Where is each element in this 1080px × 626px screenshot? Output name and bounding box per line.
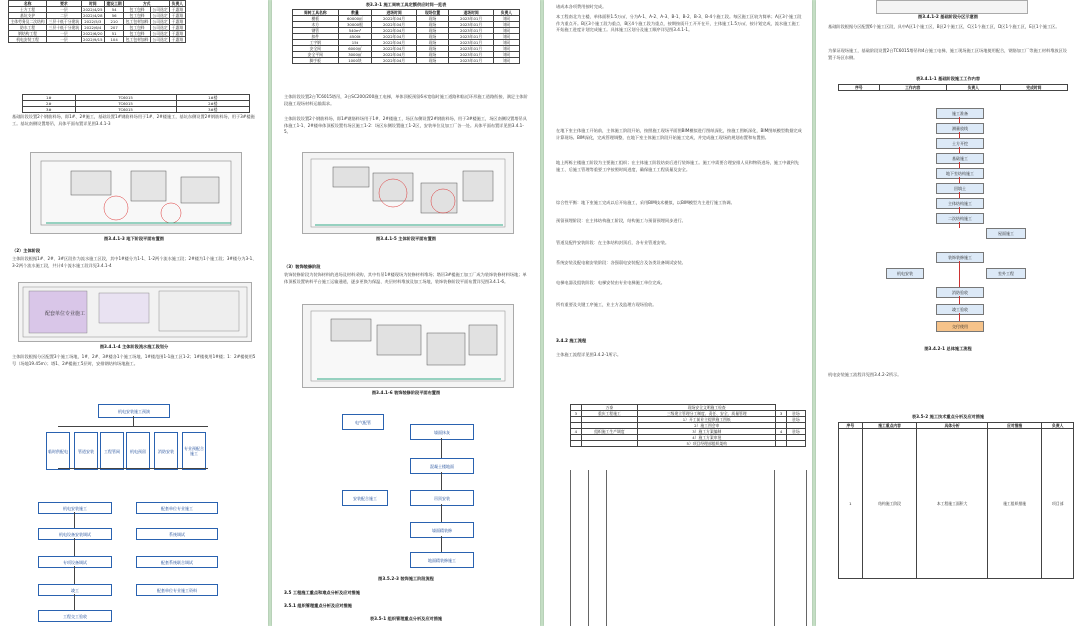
tool-supply-table: 周转工具名称 数量 进场时间 现场位置 退场时间 负责人 模板 60000㎡ 2022年04月 现场 2023年01月 刘同 木方 30000根 2022年04月 现场 2023年01月 刘同 钢管 540m³ 2022年04月 现场 2023年01月 刘同 扣件 4500t 2022年04月 现场 2023年01月 刘同 工字钢 15t 2022年04月 现场 2023年01月 刘同 安全网 6000㎡ 2022年04月 现场 2023年01月 刘同 安全平网 3000㎡ 2022年04月 现场 2023年01月 刘同 脚手板 1000块 2022年04月 现场 2023年01月 刘同 <box>292 9 520 64</box>
figure-caption: 图3.5.2-3 装饰施工阶段流程 <box>378 576 434 581</box>
figure-caption: 图3.4.1-3 地下阶段平面布置图 <box>104 236 164 241</box>
table-cell: 现场 <box>416 52 449 58</box>
table-cell: 刘同 <box>493 40 519 46</box>
table-cell: 驻场 <box>786 429 805 435</box>
flow-node: 地面精装修施工 <box>410 552 474 568</box>
table-cell: 包工包材加料 <box>125 37 149 42</box>
table-cell: 驻场 <box>786 417 805 423</box>
table-cell: 2022年04月 <box>372 22 416 28</box>
page-4 <box>816 0 1080 626</box>
main-structure-site-plan <box>302 152 514 234</box>
technical-key-table: 序号 施工重点内容 具体分析 应对措施 负责人 1 结构施工阶段 本工程施工面积大 施工组织措施 项目部 <box>838 422 1074 579</box>
site-plan-drawing <box>303 153 513 233</box>
table-cell: 三级建立管理分工制度、责任、安全、质量管理 <box>638 411 776 417</box>
table-cell: 54 <box>105 7 124 13</box>
foundation-work-table: 序号 工作内容 负责人 完成时间 <box>838 84 1068 91</box>
table-cell: 3#楼 <box>176 107 249 113</box>
flow-node: 管道安装 <box>74 432 98 470</box>
table-cell: 2023年01月 <box>449 22 493 28</box>
table-cell: 重庆工程施工 <box>581 411 638 417</box>
table-row <box>9 31 186 37</box>
table-cell: 包工包料 <box>124 13 151 19</box>
flow-node: 主体结构施工 <box>936 198 984 209</box>
table-cell: 2022年04月 <box>372 58 416 64</box>
table-cell: 60000㎡ <box>338 16 372 22</box>
table-cell: 现场 <box>416 22 449 28</box>
table-cell: 公司选定 <box>152 25 168 30</box>
paragraph: 基础阶段根据分区配置6个施工区段，具中A区1个施工区，B区2个施工区，C区1个施工区，D区1个施工区，E区1个施工区。 <box>828 24 1060 29</box>
table-cell: 1）开工前业主提供施工图纸 <box>638 417 776 423</box>
table-cell: 于惠翔 <box>171 31 184 36</box>
table-cell: 540m³ <box>338 28 372 34</box>
flow-node: 专项设备调试 <box>38 556 112 568</box>
section-heading: 3.4.2 施工流程 <box>556 338 587 343</box>
flow-node: 机电预留 <box>126 432 150 470</box>
table-cell: 1000块 <box>338 58 372 64</box>
table-cell: 4 <box>571 429 582 435</box>
paragraph: 地上两栋主楼施工阶段为主要施工组织；在主体施工阶段结束后进行装饰施工。施工中需要合理安排人员和物资进场，施工中做到先施工、后施工管理等重要工序按照时间进度，确保施工工程质量及安全。 <box>556 160 799 172</box>
overall-flowchart <box>886 104 1026 340</box>
figure-caption: 图3.4.1-6 装饰装修阶段平面布置图 <box>371 390 441 395</box>
table-cell: 一层 <box>47 31 81 37</box>
table-cell: 2022年04月 <box>372 34 416 40</box>
table-cell: 二层 <box>47 13 81 19</box>
table-cell: 4 <box>776 429 787 435</box>
paragraph: 预留预埋阶段：在主体结构施工阶段，结构施工与预留预埋同步进行。 <box>556 218 686 223</box>
table-cell: 公司选定 <box>152 13 168 18</box>
flow-node: 交付使用 <box>936 321 984 332</box>
table-cell: 现场 <box>416 34 449 40</box>
table-row <box>293 58 520 64</box>
flow-node: 二次结构施工 <box>936 213 984 224</box>
basement-site-plan <box>30 152 242 234</box>
site-plan-drawing <box>31 153 241 233</box>
flow-node: 机电安装施工预演 <box>98 404 170 418</box>
table-row <box>9 37 186 43</box>
table-cell: 51 <box>105 31 124 37</box>
table-cell: 1# <box>23 95 76 101</box>
flow-node: 竣工验收 <box>936 304 984 315</box>
table-cell: 2022年04月 <box>372 46 416 52</box>
table-cell: 包工包料 <box>124 25 151 31</box>
flow-node: 配套单位专业施工 <box>136 502 218 514</box>
table-cell: 刘同 <box>493 22 519 28</box>
table-cell: 30000根 <box>338 22 372 28</box>
table-cell: 钢结构工程 <box>9 31 47 37</box>
table-row <box>23 107 250 113</box>
table-cell: 公司选定 <box>152 31 168 36</box>
table-cell: 56 <box>105 13 124 19</box>
table-cell: 2022/6/4 <box>81 25 104 31</box>
table-cell: 土方工程 <box>9 7 47 13</box>
flow-node: 机电设备安装调试 <box>38 528 112 540</box>
table-cell: 公司选定 <box>152 7 168 12</box>
paragraph: 主体阶段设置2台TC6015塔吊，3台SC200/200施工电梯，单体顶板预留6米宽临时施工道路和临近环形施工道路衔接，满足主体阶段施工现场材料运输需求。 <box>284 94 528 106</box>
flow-node: 安装配合施工 <box>342 490 388 506</box>
management-table <box>570 404 806 447</box>
paragraph: 主体阶段设置2个钢筋料场，即1#钢筋料场用于1#、2#楼施工，场区东侧设置2#钢筋料场，用于3#楼施工，场区南侧设置塔吊具体施工1-1、2#楼单体顶板设置有场区施工1-2：场区东侧设置施工1-2区，安装单位及加工厂各一处。具体平面布置详见图3.4.1-5。 <box>284 116 527 135</box>
table-cell: 6000㎡ <box>338 46 372 52</box>
table-cell: 现场 <box>416 46 449 52</box>
flow-node: 混凝土楼地面 <box>410 458 474 474</box>
flow-node: 专业预配合施工 <box>182 432 206 470</box>
table-cell <box>776 441 787 447</box>
table-cell: 现场 <box>416 40 449 46</box>
flow-node: 消防安装 <box>154 432 178 470</box>
table-cell: 现场 <box>416 16 449 22</box>
flow-node: 竣工 <box>38 584 112 596</box>
zoning-diagram <box>876 0 1028 14</box>
flow-node: 回填土 <box>936 183 984 194</box>
mep-flowchart <box>38 402 234 626</box>
flow-node: 墙面精装修 <box>410 522 474 538</box>
table-cell: 2022/4/25 <box>83 7 103 12</box>
table-cell: 1#楼 <box>176 95 249 101</box>
section-heading: 3.5 工程施工重点和难点分析及应对措施 <box>284 590 360 595</box>
section-heading: 3.5.1 组织管理重点分析及应对措施 <box>284 603 352 608</box>
table-cell: 现场安全文明施工检查 <box>638 405 776 411</box>
paragraph: 基础阶段设置2个钢筋料场，即1#、2#施工，基础设置1#钢筋料场用于1#、2#楼施工，基坑东侧设置2#钢筋料场，用于3#楼施工。基坑南侧设置塔吊，具体平面布置详见图3.4.1-3 <box>12 114 255 126</box>
table-cell <box>581 441 638 447</box>
site-plan-drawing <box>303 305 513 387</box>
table-cell <box>571 441 582 447</box>
paragraph: 本工程南北为主楼，单体面积1.5万㎡，分为A-1、A-2、A-3、B-1、B-2、B-3、B-4个施工段。每区施工区较为简单；A区3个施工段作为重点开。B区3个施工段为重点，B区4个施工段为重点，按期按质开工开开在开，主体施工1.5万㎡，按计划完成，流水施工施工开始施工进度计划完成施工。具体施工区划分及施工顺序详见图3.4.1-1。 <box>556 14 802 33</box>
table-cell: 防水工程 <box>9 25 47 31</box>
table-cell: 2022年04月 <box>372 52 416 58</box>
table-cell: 2022年04月 <box>372 40 416 46</box>
table-cell: 模板 <box>293 16 339 22</box>
table-cell: 包工包料 <box>124 31 151 37</box>
table-cell: 安全网 <box>293 46 339 52</box>
table-cell: 万泰 <box>581 405 638 411</box>
section-heading: （2）主体阶段 <box>12 248 41 253</box>
table-cell: 三层十低于分建筑 <box>48 25 80 30</box>
flow-node: 机电安装 <box>886 268 924 279</box>
table-cell: 现场 <box>416 58 449 64</box>
table-cell: 公司选定 <box>152 37 168 42</box>
flow-node: 装饰装修施工 <box>936 252 984 263</box>
table-cell: 2023年01月 <box>449 34 493 40</box>
table-cell: 2022/4/28 <box>83 13 103 18</box>
flow-node: 墙面抹灰 <box>410 424 474 440</box>
flow-node: 消防验收 <box>936 287 984 298</box>
flow-node: 测量放线 <box>936 123 984 134</box>
table-cell: 脚手板 <box>293 58 339 64</box>
flow-node: 施工准备 <box>936 108 984 119</box>
table-cell: 公司选定 <box>152 19 168 24</box>
table-cell: 于惠翔 <box>171 7 184 12</box>
paragraph: 综合性平衡：地下室施工完成以后开始施工，采用BIM技术模拟，以BIM模型为主进行施工协调。 <box>556 200 735 205</box>
paragraph: 系统安装及配电箱安装阶段：各强弱电安装配合及各类设备调试安装。 <box>556 260 686 265</box>
construction-zone-plan <box>18 282 252 342</box>
table-cell: 机电安装工程 <box>9 37 47 43</box>
table-cell: 2022/9/15 <box>83 37 103 42</box>
table-cell <box>786 441 805 447</box>
table-row <box>9 19 186 25</box>
table-cell: 三层十低于分建筑 <box>48 19 80 24</box>
table-cell: 2#楼 <box>176 101 249 107</box>
table-cell: 钢管 <box>293 28 339 34</box>
table-cell: 2）施工图会审 <box>638 423 776 429</box>
flow-node: 土方开挖 <box>936 138 984 149</box>
flow-node: 吊顶安装 <box>410 490 474 506</box>
flow-node: 地下室结构施工 <box>936 168 984 179</box>
flow-node: 临时供配电 <box>46 432 70 470</box>
zone-label: 配套单位专业施工 <box>45 311 86 317</box>
table-cell: 驻场 <box>786 411 805 417</box>
table-cell: 工字钢 <box>293 40 339 46</box>
flow-node: 配套单位专业施工资料 <box>136 584 218 596</box>
table-cell: 2023年01月 <box>449 46 493 52</box>
table-title: 表3.5-1 组织管理重点分析及应对措施 <box>369 616 443 621</box>
paragraph: 在地下室主体施工开始前，主体施工阶段开始，按照施工现场平面图BIM模拟进行图纸深化，按施工图纸深化，BIM图纸模型数据完成计算现场。BIM深化，完成管理调整，在地下室主体施工阶段开始施工完成，并完成施工现场的规划布置和布置图。 <box>556 128 802 140</box>
flow-node: 屋面施工 <box>986 228 1026 239</box>
table-cell: 2022/5/3 <box>81 19 104 25</box>
page-2 <box>272 0 540 626</box>
table-cell: 3 <box>776 411 787 417</box>
page-3 <box>544 0 812 626</box>
table-cell: 于惠翔 <box>171 13 184 18</box>
paragraph: 诸成本各项费用按时完成。 <box>556 4 607 9</box>
table-cell: 刘同 <box>493 34 519 40</box>
table-cell: 5）项目经理部组织架构 <box>638 441 776 447</box>
table-cell: TC6015 <box>75 107 176 113</box>
table-cell: 一层 <box>47 37 81 43</box>
paragraph: 主体阶段根据1#、2#、3#区段作为流水施工区段，其中1#楼分为1-1、1-2两个流水施工段；2#楼为1个施工段；3#楼分为3-1、3-2两个流水施工段，共计4个流水施工段详见3.4.1-4 <box>12 256 257 268</box>
zone-drawing <box>19 283 251 341</box>
figure-caption: 图3.4.2-1 总体施工流程 <box>924 346 972 351</box>
table-cell: 2023年01月 <box>449 58 493 64</box>
table-cell: 210 <box>105 19 124 25</box>
flow-node: 电气配管 <box>342 414 384 430</box>
paragraph: 装饰装修阶段为装饰材料的进场及材料采购，其中有吊1#楼现场为装修材料堆场；塔吊3#楼施工加工厂成为装饰装修材料场地；单体顶板设置转料平台施工运输通道，逐步更换为保温、麦层材料堆放及加工场地，装饰装修阶段平面布置详见图3.4.1-6。 <box>284 272 527 284</box>
paragraph: 主体施工流程详见图3.4.2-1所示。 <box>556 352 622 357</box>
table-cell: 3# <box>23 107 76 113</box>
flow-node: 基础施工 <box>936 153 984 164</box>
paragraph: 为保证现场施工，基础阶段设置2台TC6015塔吊和4台施工电梯，施工现场施工区场地使用配合，钢筋加工厂等施工材料堆放区设置于场区东侧。 <box>828 48 1067 60</box>
table-cell: 2023年01月 <box>449 28 493 34</box>
flow-node: 工程交工验收 <box>38 610 112 622</box>
table-cell: 刘同 <box>493 58 519 64</box>
flow-node: 室外工程 <box>986 268 1026 279</box>
paragraph: 机电安装施工流程详见图3.4.2-2所示。 <box>828 372 902 377</box>
table-cell: 刘同 <box>493 16 519 22</box>
table-cell: 2022/6/20 <box>83 31 103 36</box>
table-cell: 基坑支护 <box>9 13 47 19</box>
table-row <box>9 7 186 13</box>
table-cell: 15t <box>338 40 372 46</box>
table-cell: 3 <box>571 411 582 417</box>
table-cell: 207 <box>105 25 124 31</box>
table-title: 表3.4.1-1 基础阶段施工工作内容 <box>915 76 981 81</box>
table-cell: 一层 <box>47 7 81 13</box>
paragraph: 管道及配件安装阶段：在主体结构封顶后，各专业管道安装。 <box>556 240 670 245</box>
table-cell: 2023年01月 <box>449 40 493 46</box>
table-cell: 104 <box>105 37 124 43</box>
table-cell: 4）施工方案审批 <box>638 435 776 441</box>
flow-node: 配套系统联合调试 <box>136 556 218 568</box>
table-cell: 2023年01月 <box>449 52 493 58</box>
table-cell: 刘同 <box>493 52 519 58</box>
figure-caption: 图3.4.1-2 基础阶段分区示意图 <box>918 14 978 19</box>
flow-node: 系统调试 <box>136 528 218 540</box>
table-row <box>9 13 186 19</box>
table-cell: TC6015 <box>75 101 176 107</box>
table-cell: 3）施工方案编制 <box>638 429 776 435</box>
table-title: 表3.3-1 施工周转工具定额供应时间一览表 <box>365 2 447 7</box>
table-cell: 主体劳务及二次结构 <box>10 19 45 24</box>
table-cell: 2022年04月 <box>372 16 416 22</box>
table-cell: 于惠翔 <box>171 19 184 24</box>
paragraph: 主体阶段根据分区配置3个施工场地，1#、2#、3#楼各1个施工场地，1#楼范围1-1施工区1-2；1#楼使用1#楼；1：2#楼使用5号（场地19.45m）；塔1、2#楼施工5层时，安排钢结构场地施工。 <box>12 354 256 366</box>
table-cell: 现场 <box>416 28 449 34</box>
table-cell: 刘同 <box>493 46 519 52</box>
table-cell: 于惠翔 <box>171 37 184 42</box>
section-heading: （3）装饰装修阶段 <box>284 264 321 269</box>
paragraph: 所有重要及关键工序施工，业主方及监理方现场验收。 <box>556 302 657 307</box>
table-cell: 刘同 <box>493 28 519 34</box>
table-cell: 2# <box>23 101 76 107</box>
table-cell: 包工包材加料 <box>125 19 149 24</box>
table-cell: 扣件 <box>293 34 339 40</box>
flow-node: 工程管网 <box>100 432 124 470</box>
table-cell: 木方 <box>293 22 339 28</box>
table-cell: 2023年01月 <box>449 16 493 22</box>
construction-plan-table: 名称 要求 时间 建设工期 方式 负责人 土方工程 一层 2022/4/25 54 包工包料 公司选定 于惠翔 基坑支护 二层 2022/4/28 56 包工包料 公司选定 于惠翔 主体劳务及二次结构 三层十低于分建筑 2022/5/3 210 包工包材加料 公司选定 于惠翔 防水工程 三层十低于分建筑 2022/6/4 207 包工包料 公司选定 于惠翔 钢结构工程 一层 2022/6/20 51 包工包料 公司选定 于惠翔 机电安装工程 一层 2022/9/15 104 包工包材加料 公司选定 于惠翔 <box>10 1 184 42</box>
table-cell: 3000㎡ <box>338 52 372 58</box>
table-cell: 组织施工生产调度 <box>581 429 638 435</box>
table-row <box>571 441 806 447</box>
table-title: 表3.5-2 施工技术重点分析及应对措施 <box>911 414 985 419</box>
paragraph: 电梯电器及组装阶段：电梯安装由专业电梯施工单位完成。 <box>556 280 665 285</box>
table-cell: 4500t <box>338 34 372 40</box>
table-cell: 于惠翔 <box>171 25 184 30</box>
figure-caption: 图3.4.1-5 主体阶段平面布置图 <box>376 236 436 241</box>
figure-caption: 图3.4.1-4 主体阶段流水施工段划分 <box>99 344 169 349</box>
table-cell: 2022年04月 <box>372 28 416 34</box>
table-cell: 包工包料 <box>124 7 151 13</box>
decoration-site-plan <box>302 304 514 388</box>
table-cell: 安全平网 <box>293 52 339 58</box>
flow-node: 机电安装施工 <box>38 502 112 514</box>
decoration-flowchart <box>340 410 480 570</box>
crane-table <box>22 94 250 113</box>
table-row <box>9 25 186 31</box>
page-1 <box>0 0 268 626</box>
table-cell: TC6015 <box>75 95 176 101</box>
